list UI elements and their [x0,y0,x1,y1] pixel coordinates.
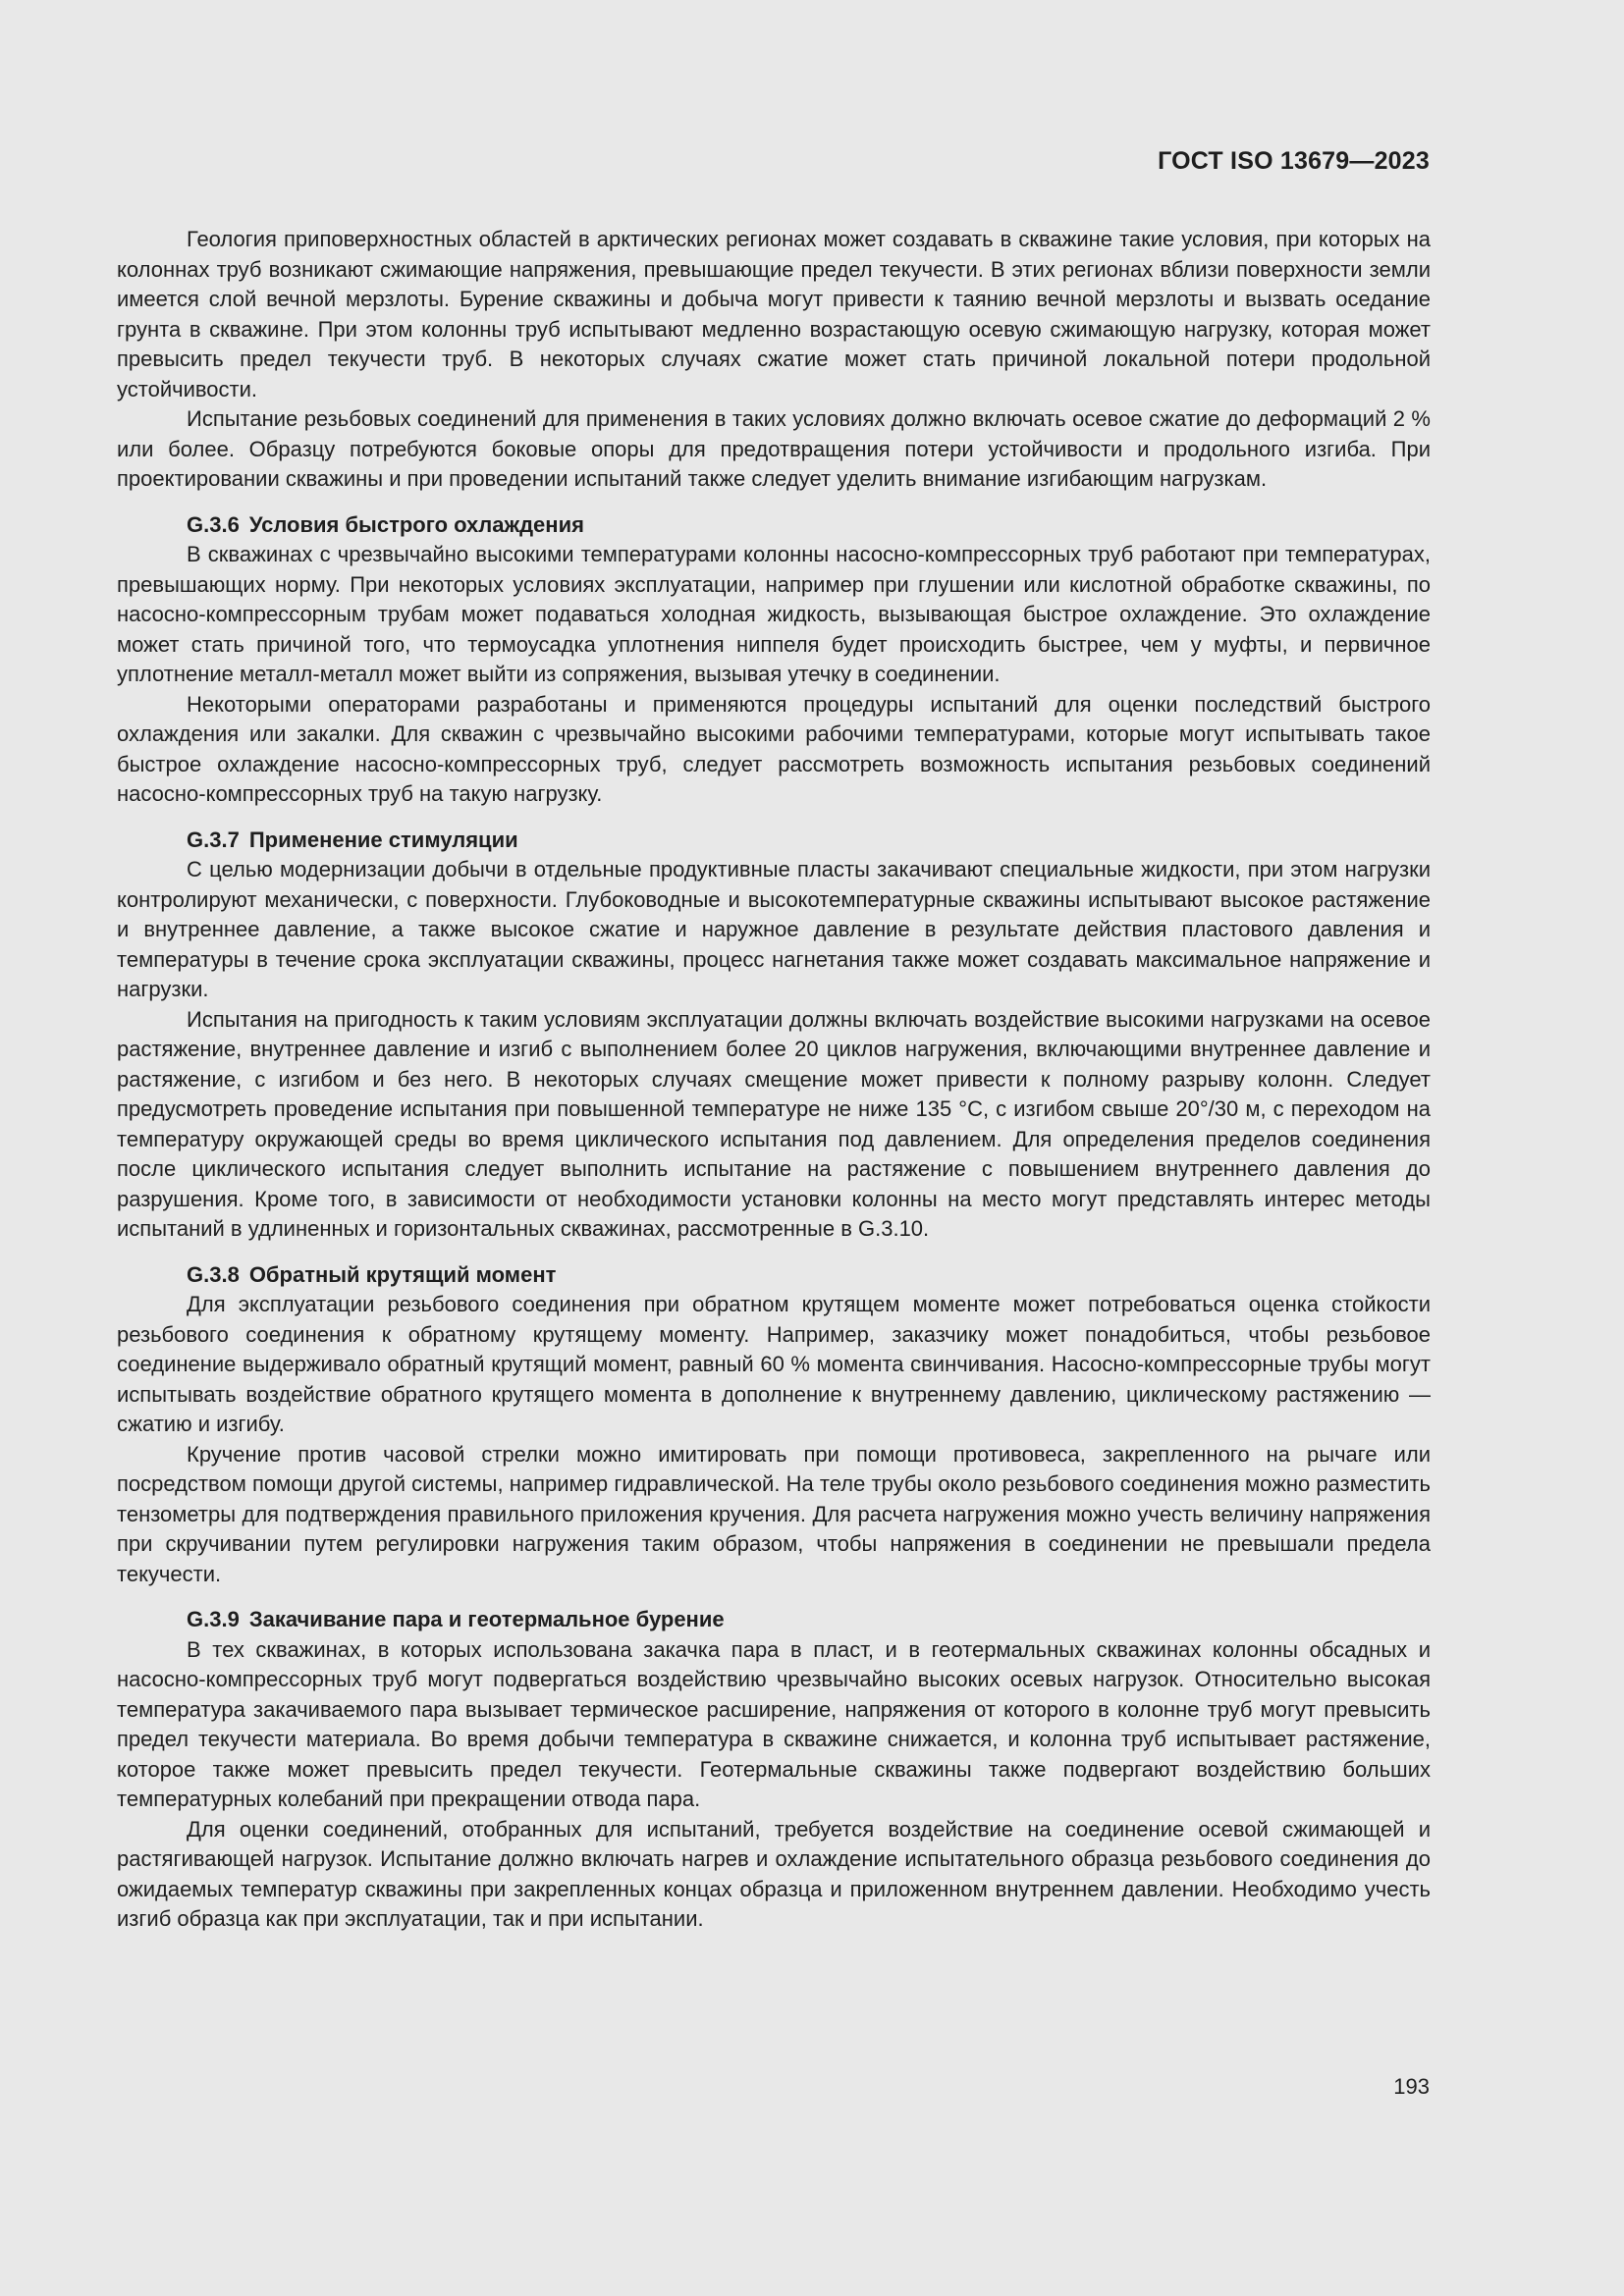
paragraph: Испытание резьбовых соединений для применения в таких условиях должно включать осевое сжатие до деформаций 2 % или более. Образцу потребуются боковые опоры для предотвращения потери устойчивости и продольного изгиба. При проектировании скважины и при проведении испытаний также следует уделить внимание изгибающим нагрузкам. [117,406,1431,491]
paragraph: Некоторыми операторами разработаны и применяются процедуры испытаний для оценки последствий быстрого охлаждения или закалки. Для скважин с чрезвычайно высокими рабочими температурами, которые могут испытывать такое быстрое охлаждение насосно-компрессорных труб, следует рассмотреть возможность испытания резьбовых соединений насосно-компрессорных труб на такую нагрузку. [117,691,1431,806]
paragraph: Для эксплуатации резьбового соединения при обратном крутящем моменте может потребоваться оценка стойкости резьбового соединения к обратному крутящему моменту. Например, заказчику может понадобиться, чтобы резьбовое соединение выдерживало обратный крутящий момент, равный 60 % момента свинчивания. Насосно-компрессорные трубы могут испытывать воздействие обратного крутящего момента в дополнение к внутреннему давлению, циклическому растяжению — сжатию и изгибу. [117,1292,1431,1436]
document-code-header: ГОСТ ISO 13679—2023 [1158,147,1430,175]
paragraph: В тех скважинах, в которых использована закачка пара в пласт, и в геотермальных скважинах колонны обсадных и насосно-компрессорных труб могут подвергаться воздействию чрезвычайно высоких осевых нагрузок. Относительно высокая температура закачиваемого пара вызывает термическое расширение, напряжения от которого в колонне труб могут превысить предел текучести материала. Во время добычи температура в скважине снижается, и колонна труб испытывает растяжение, которое также может превысить предел текучести. Геотермальные скважины также подвергают воздействию больших температурных колебаний при прекращении отвода пара. [117,1636,1431,1811]
section-title: Применение стимуляции [248,827,518,852]
section-number: G.3.9 [187,1607,240,1631]
paragraph: С целью модернизации добычи в отдельные продуктивные пласты закачивают специальные жидкости, при этом нагрузки контролируют механически, с поверхности. Глубоководные и высокотемпературные скважины испытывают высокое растяжение и внутреннее давление, а также высокое сжатие и наружное давление в результате действия пластового давления и температуры в течение срока эксплуатации скважины, процесс нагнетания также может создавать максимальное напряжение и нагрузки. [117,857,1431,1001]
section-heading-g39 [117,1605,1431,1635]
section-title: Условия быстрого охлаждения [248,511,584,537]
paragraph: В скважинах с чрезвычайно высокими температурами колонны насосно-компрессорных труб работают при температурах, превышающих норму. При некоторых условиях эксплуатации, например при глушении или кислотной обработке скважины, по насосно-компрессорным трубам может подаваться холодная жидкость, вызывающая быстрое охлаждение. Это охлаждение может стать причиной того, что термоусадка уплотнения ниппеля будет происходить быстрее, чем у муфты, и первичное уплотнение металл-металл может выйти из сопряжения, вызывая утечку в соединении. [117,542,1431,686]
section-title: Обратный крутящий момент [248,1261,557,1287]
paragraph: Для оценки соединений, отобранных для испытаний, требуется воздействие на соединение осевой сжимающей и растягивающей нагрузок. Испытание должно включать нагрев и охлаждение испытательного образца резьбового соединения до ожидаемых температур скважины при закрепленных концах образца и приложенном внутреннем давлении. Необходимо учесть изгиб образца как при эксплуатации, так и при испытании. [117,1816,1431,1931]
section-number: G.3.7 [187,827,240,852]
section-number: G.3.8 [187,1261,240,1287]
paragraph: Испытания на пригодность к таким условиям эксплуатации должны включать воздействие высокими нагрузками на осевое растяжение, внутреннее давление и изгиб с выполнением более 20 циклов нагружения, включающими внутреннее давление и растяжение, с изгибом и без него. В некоторых случаях смещение может привести к полному разрыву колонн. Следует предусмотреть проведение испытания при повышенной температуре не ниже 135 °С, с изгибом свыше 20°/30 м, с переходом на температуру окружающей среды во время циклического испытания под давлением. Для определения пределов соединения после циклического испытания следует выполнить испытание на растяжение с повышением внутреннего давления до разрушения. Кроме того, в зависимости от необходимости установки колонны на место могут представлять интерес методы испытаний в удлиненных и горизонтальных скважинах, рассмотренные в G.3.10. [117,1006,1431,1241]
section-heading-g36 [117,510,1431,541]
section-heading-g37 [117,826,1431,856]
section-title: Закачивание пара и геотермальное бурение [248,1607,725,1631]
document-body [117,225,1431,1935]
paragraph: Кручение против часовой стрелки можно имитировать при помощи противовеса, закрепленного на рычаге или посредством помощи другой системы, например гидравлической. На теле трубы около резьбового соединения можно разместить тензометры для подтверждения правильного приложения кручения. Для расчета нагружения можно учесть величину напряжения при скручивании путем регулировки нагружения таким образом, чтобы напряжения в соединении не превышали предела текучести. [117,1441,1431,1586]
section-heading-g38 [117,1260,1431,1291]
page-number: 193 [1393,2074,1430,2099]
paragraph: Геология приповерхностных областей в арктических регионах может создавать в скважине такие условия, при которых на колоннах труб возникают сжимающие напряжения, превышающие предел текучести. В этих регионах вблизи поверхности земли имеется слой вечной мерзлоты. Бурение скважины и добыча могут привести к таянию вечной мерзлоты и вызвать оседание грунта в скважине. При этом колонны труб испытывают медленно возрастающую осевую сжимающую нагрузку, которая может превысить предел текучести труб. В некоторых случаях сжатие может стать причиной локальной потери продольной устойчивости. [117,227,1431,401]
section-number: G.3.6 [187,511,240,537]
